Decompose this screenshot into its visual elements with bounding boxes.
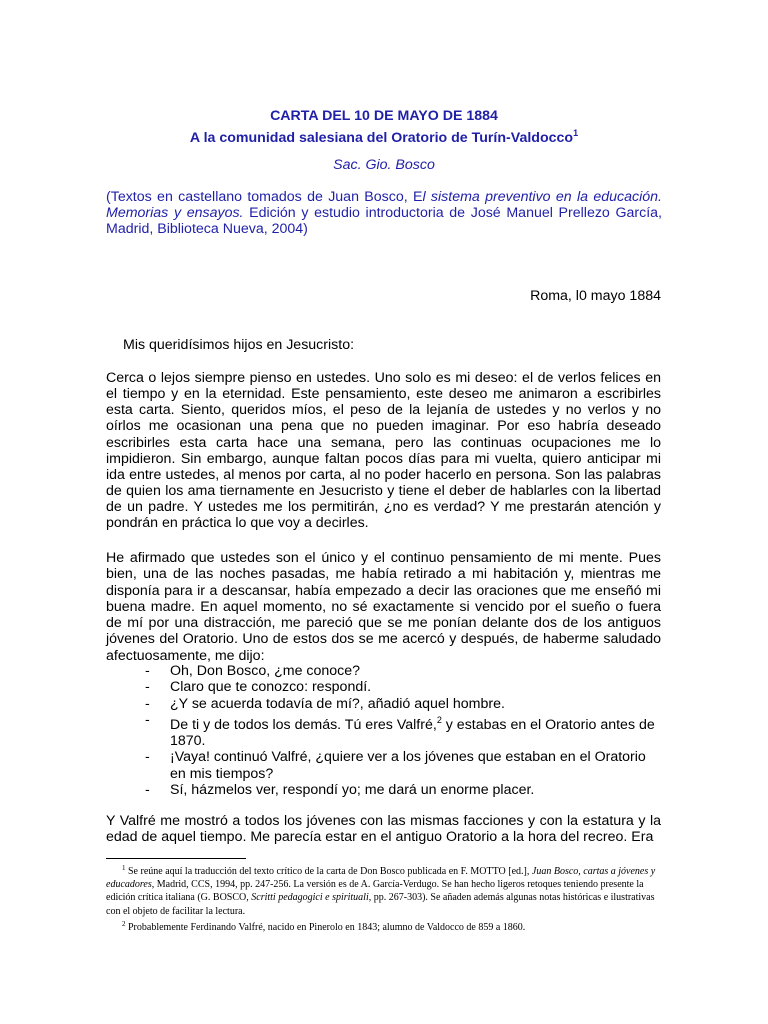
footnote-ref-2[interactable]: 2 [436, 714, 442, 725]
paragraph-3: Y Valfré me mostró a todos los jóvenes con las mismas facciones y con la estatura y la edad de aquel tiempo. Me parecía estar en el antiguo Oratorio a la hora del recreo. Era [106, 813, 661, 846]
footnote-text: , pp. 267-303). Se añaden además algunas notas históricas e ilustrativas con el objeto de facilitar la lectura. [106, 892, 655, 917]
footnote-separator [106, 858, 246, 859]
footnote-ref-1[interactable]: 1 [573, 128, 579, 138]
dash-marker: - [145, 679, 150, 696]
dialog-text: Sí, házmelos ver, respondí yo; me dará un enorme placer. [170, 782, 535, 799]
place-date: Roma, l0 mayo 1884 [530, 288, 661, 304]
footnote-1 [106, 862, 662, 918]
author-line: Sac. Gio. Bosco [333, 157, 435, 173]
footnote-2 [106, 918, 662, 934]
dialog-text: Oh, Don Bosco, ¿me conoce? [170, 663, 361, 679]
paragraph-1: Cerca o lejos siempre pienso en ustedes. Uno solo es mi deseo: el de verlos felices en el tiempo y en la eternidad. Este pensamiento, este deseo me animaron a escribirles esta carta. Siento, queridos míos, el peso de la lejanía de ustedes y no verlos y no oírlos me ocasionan una pena que no pueden imaginar. Por eso habría deseado escribirles esta carta hace una semana, pero las continuas ocupaciones me lo impidieron. Sin embargo, aunque faltan pocos días para mi vuelta, quiero anticipar mi ida entre ustedes, al menos por carta, al no poder hacerlo en persona. Son las palabras de quien los ama tiernamente en Jesucristo y tiene el deber de hablarles con la libertad de un padre. Y ustedes me los permitirán, ¿no es verdad? Y me prestarán atención y pondrán en práctica lo que voy a decirles. [106, 370, 661, 532]
dialog-line [106, 663, 661, 679]
dialog-line [106, 749, 661, 782]
dialog-line [106, 679, 661, 695]
dialog-line [106, 782, 661, 798]
source-suffix: Edición y estudio introductoria de José Manuel Prellezo García, Madrid, Biblioteca Nueva, 2004) [106, 205, 662, 238]
footnote-text: Se reúne aquí la traducción del texto crítico de la carta de Don Bosco publicada en F. MOTTO [ed.], [125, 866, 532, 877]
dash-marker: - [145, 749, 150, 766]
dialog-line [106, 696, 661, 712]
footnote-book-title: Juan Bosco, cartas a jóvenes y educadores [106, 866, 656, 891]
title-line-1: CARTA DEL 10 DE MAYO DE 1884 [270, 108, 498, 124]
footnote-book-title: Scritti pedagogici e spirituali [251, 892, 369, 904]
dash-marker: - [145, 695, 150, 712]
footnote-number: 1 [122, 864, 126, 872]
dialog-list [106, 663, 661, 798]
dialog-text: Claro que te conozco: respondí. [170, 679, 372, 696]
source-book-title: l sistema preventivo en la educación. Memorias y ensayos. [106, 189, 662, 222]
title-line-2: A la comunidad salesiana del Oratorio de Turín-Valdocco [189, 130, 574, 146]
source-note [106, 189, 662, 238]
dialog-text: ¿Y se acuerda todavía de mí?, añadió aquel hombre. [170, 695, 505, 712]
letter-title [0, 107, 768, 125]
dialog-text: ¡Vaya! continuó Valfré, ¿quiere ver a los jóvenes que estaban en el Oratorio en mis tiempos? [170, 749, 646, 782]
footnotes [106, 862, 662, 934]
dialog-text-cont: y estabas en el Oratorio antes de 1870. [170, 716, 655, 750]
dialog-line [106, 712, 661, 750]
salutation: Mis queridísimos hijos en Jesucristo: [123, 337, 355, 353]
footnote-text: , Madrid, CCS, 1994, pp. 247-256. La versión es de A. García-Verdugo. Se han hecho ligeros retoques teniendo presente la edición crítica italiana (G. BOSCO, [106, 879, 644, 904]
dialog-text: De ti y de todos los demás. Tú eres Valfré, [170, 716, 437, 733]
footnote-number: 2 [122, 919, 126, 928]
dash-marker: - [145, 663, 150, 679]
dash-marker: - [145, 711, 150, 728]
paragraph-2: He afirmado que ustedes son el único y el continuo pensamiento de mi mente. Pues bien, una de las noches pasadas, me había retirado a mi habitación y, mientras me disponía para ir a descansar, había empezado a decir las oraciones que me enseñó mi buena madre. En aquel momento, no sé exactamente si vencido por el sueño o fuera de mí por una distracción, me pareció que se me ponían delante dos de los antiguos jóvenes del Oratorio. Uno de estos dos se me acercó y después, de haberme saludado afectuosamente, me dijo: [106, 550, 661, 664]
source-prefix: (Textos en castellano tomados de Juan Bosco, E [106, 189, 423, 205]
footnote-text: Probablemente Ferdinando Valfré, nacido en Pinerolo en 1843; alumno de Valdocco de 859 a 1860. [125, 921, 526, 933]
letter-subtitle [0, 124, 768, 147]
dash-marker: - [145, 782, 150, 799]
